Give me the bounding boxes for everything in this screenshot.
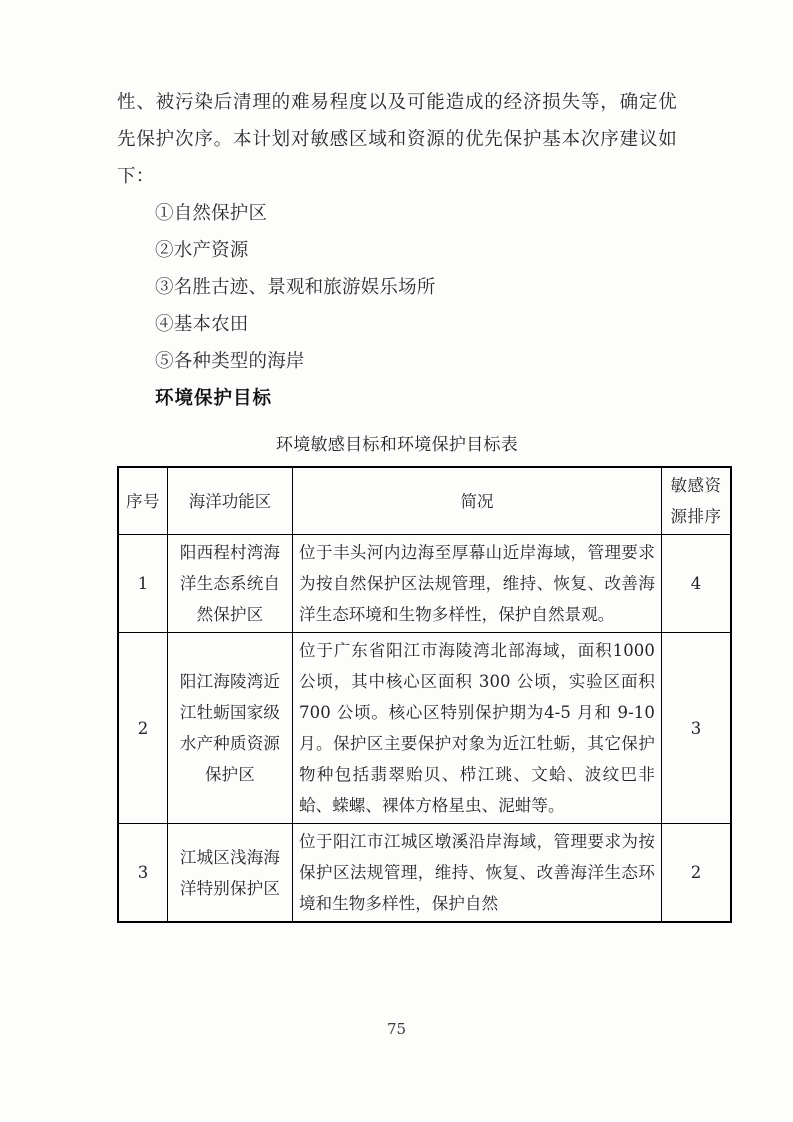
page-number: 75 (386, 1020, 407, 1038)
cell-description: 位于广东省阳江市海陵湾北部海域，面积1000 公顷，其中核心区面积 300 公顷，实验区面积 700 公顷。核心区特别保护期为4-5 月和 9-10 月。保护区主要保护对象为近江牡蛎，其它保护物种包括翡翠贻贝、栉江珧、文蛤、波纹巴非蛤、蝾螺、裸体方格星虫、泥蚶等。 (293, 633, 662, 824)
table-body (118, 535, 731, 923)
cell-description: 位于阳江市江城区墩溪沿岸海域，管理要求为按保护区法规管理，维持、恢复、改善海洋生态环境和生物多样性，保护自然 (293, 824, 662, 923)
priority-list-item-2: ②水产资源 (155, 240, 249, 261)
body-paragraph: 性、被污染后清理的难易程度以及可能造成的经济损失等，确定优先保护次序。本计划对敏感区域和资源的优先保护基本次序建议如下： (117, 92, 677, 187)
cell-rank: 3 (662, 633, 732, 824)
priority-list-item-4: ④基本农田 (155, 314, 249, 335)
cell-index: 1 (118, 535, 168, 633)
header-rank: 敏感资源排序 (662, 467, 732, 535)
sensitive-targets-table (117, 466, 732, 923)
header-index: 序号 (118, 467, 168, 535)
section-heading: 环境保护目标 (155, 388, 273, 409)
table-header (118, 467, 731, 535)
cell-index: 2 (118, 633, 168, 824)
table-row (118, 535, 731, 633)
table-row (118, 824, 731, 923)
header-description: 简况 (293, 467, 662, 535)
table-caption: 环境敏感目标和环境保护目标表 (275, 435, 519, 455)
priority-list-item-1: ①自然保护区 (155, 203, 268, 224)
priority-list-item-5: ⑤各种类型的海岸 (155, 351, 305, 372)
cell-zone: 阳江海陵湾近江牡蛎国家级水产种质资源保护区 (168, 633, 293, 824)
page-content (117, 84, 722, 923)
priority-list-item-3: ③名胜古迹、景观和旅游娱乐场所 (155, 277, 436, 298)
cell-index: 3 (118, 824, 168, 923)
cell-description: 位于丰头河内边海至厚幕山近岸海域，管理要求为按自然保护区法规管理，维持、恢复、改善海洋生态环境和生物多样性，保护自然景观。 (293, 535, 662, 633)
cell-rank: 2 (662, 824, 732, 923)
table-row (118, 633, 731, 824)
cell-rank: 4 (662, 535, 732, 633)
table-header-row (118, 467, 731, 535)
cell-zone: 阳西程村湾海洋生态系统自然保护区 (168, 535, 293, 633)
header-zone: 海洋功能区 (168, 467, 293, 535)
cell-zone: 江城区浅海海洋特别保护区 (168, 824, 293, 923)
